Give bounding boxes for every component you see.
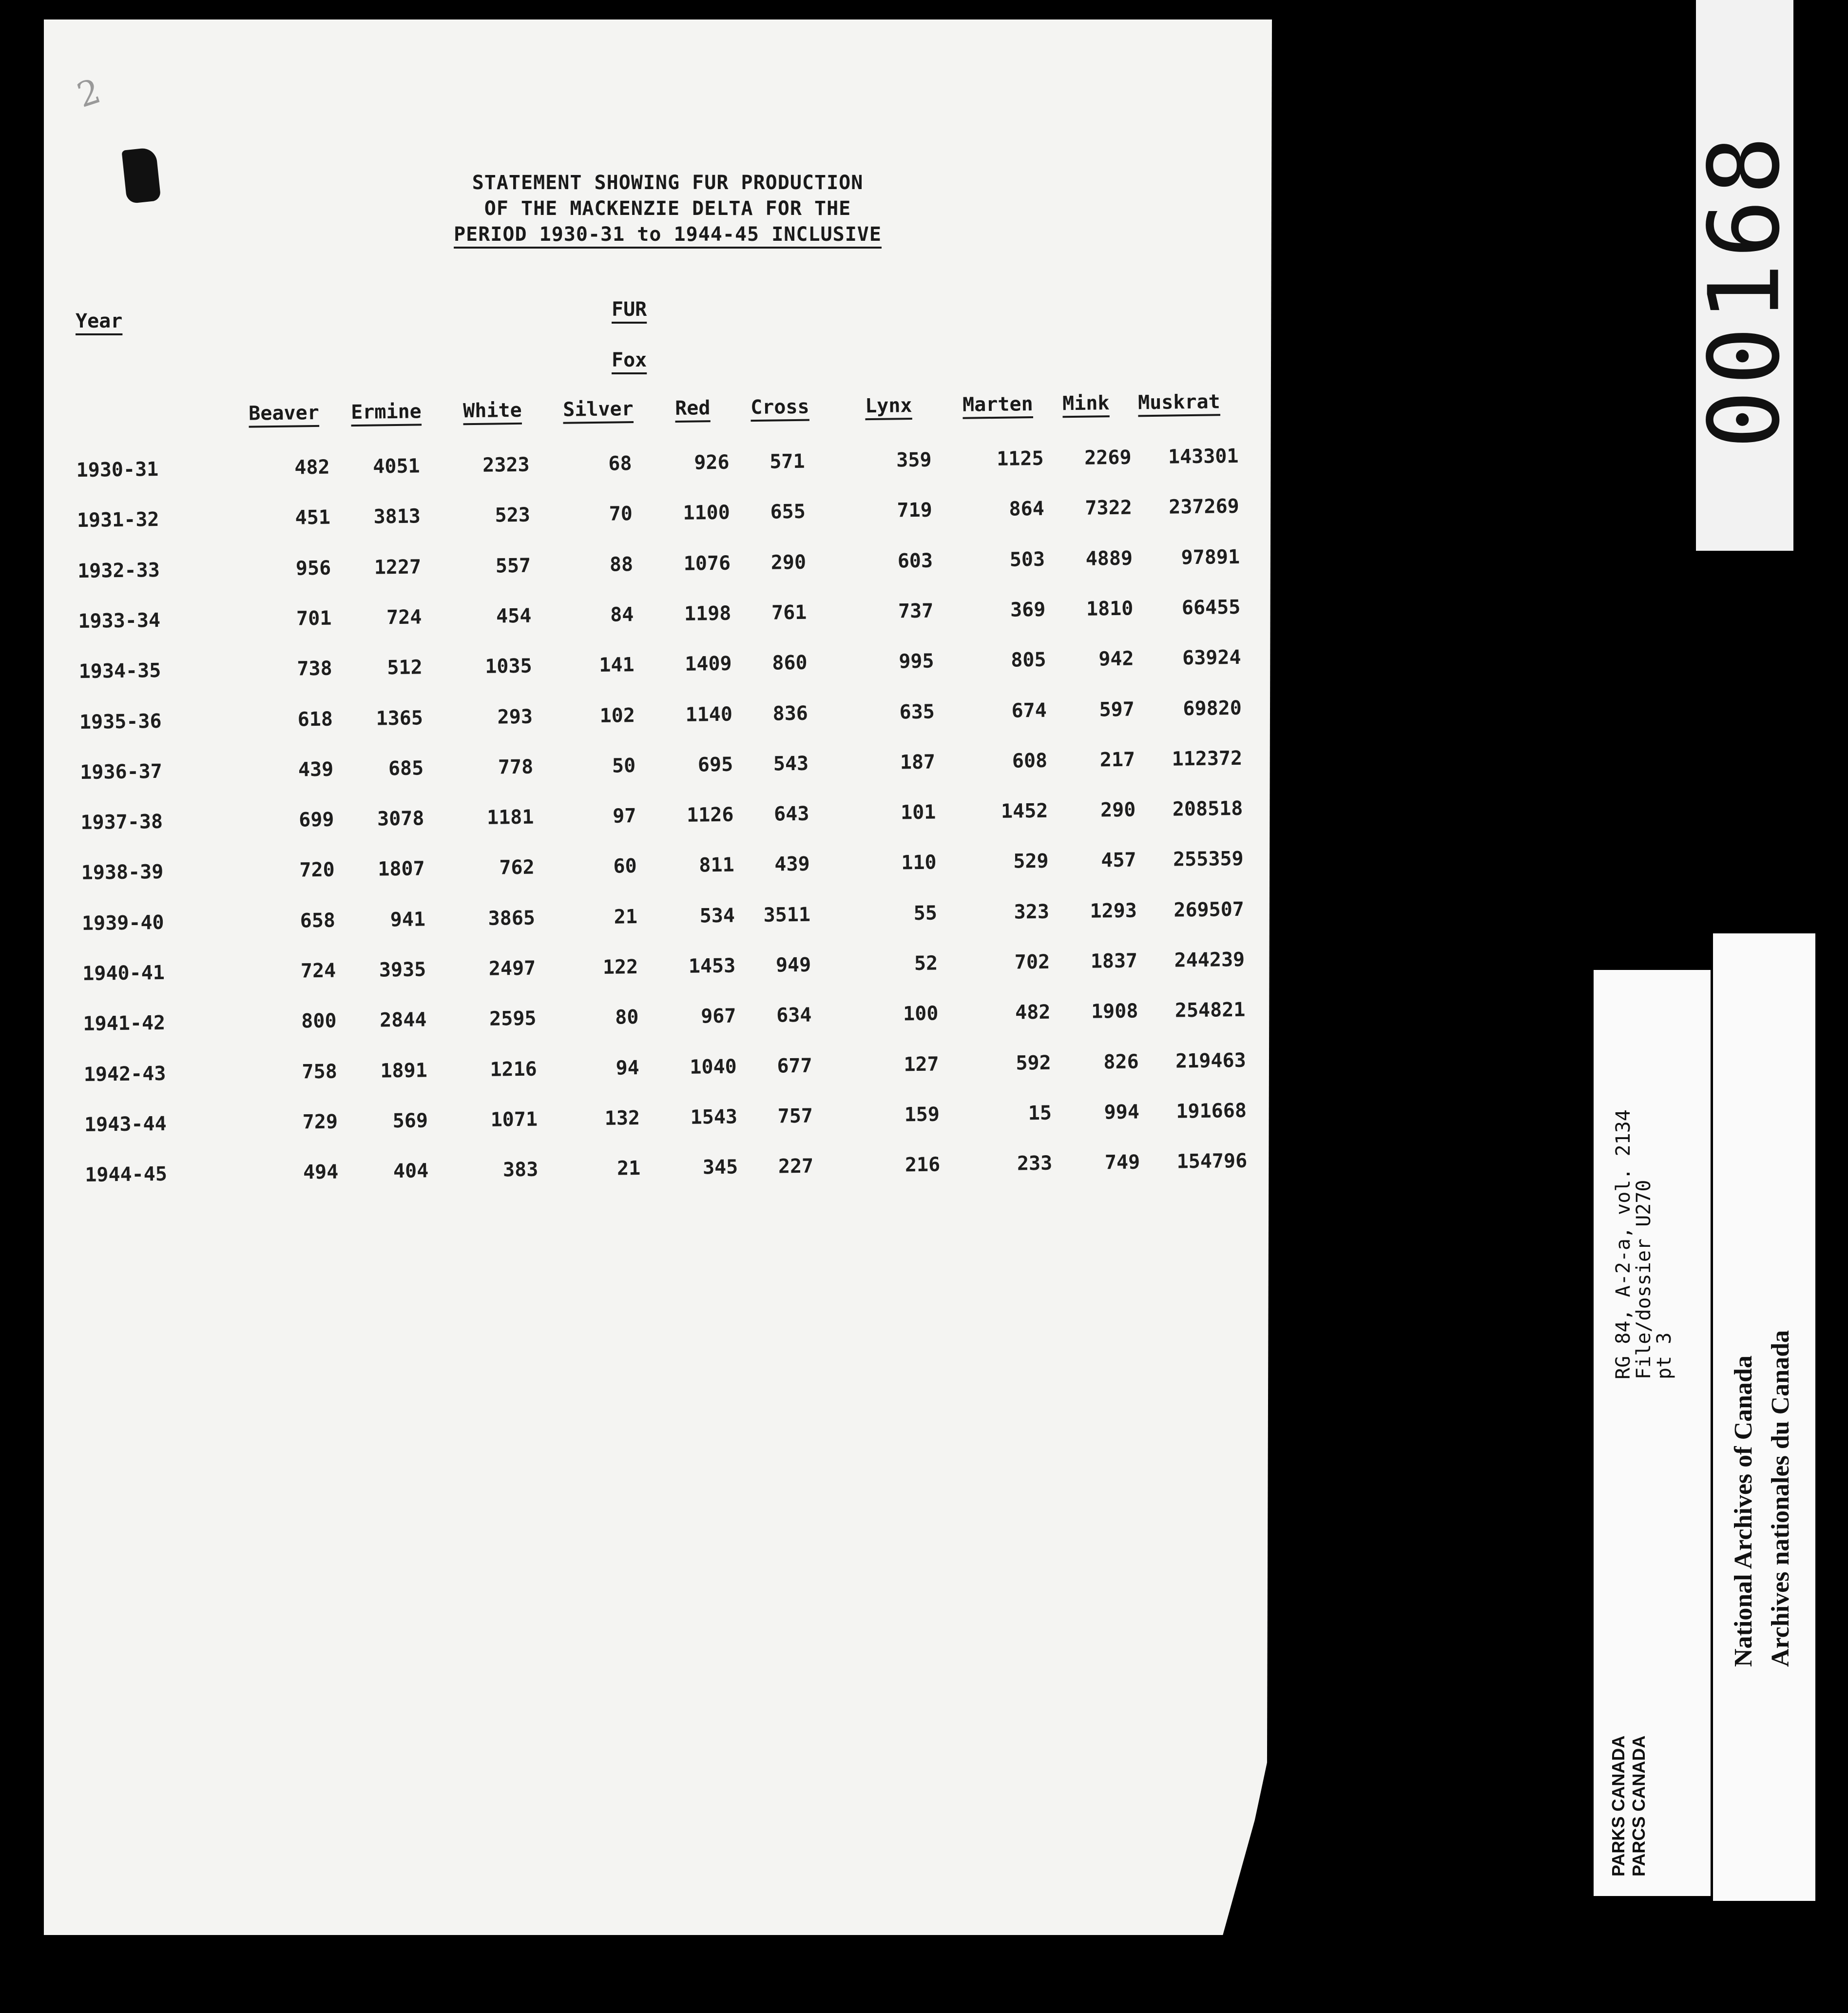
cell-ermine: 1365 [376,707,424,730]
row-year: 1934-35 [78,659,161,683]
cell-red: 534 [699,904,735,928]
cell-silver: 60 [613,855,637,878]
cell-marten: 15 [1028,1102,1052,1125]
row-year: 1940-41 [82,961,165,985]
cell-marten: 323 [1014,900,1050,924]
cell-marten: 1452 [1001,799,1048,823]
cell-muskrat: 254821 [1174,998,1246,1022]
cell-cross: 860 [772,651,808,675]
cell-beaver: 699 [298,808,334,832]
cell-beaver: 658 [300,909,336,932]
cell-white: 762 [499,856,535,879]
cell-marten: 529 [1013,850,1049,873]
cell-ermine: 3078 [377,807,424,831]
cell-cross: 677 [777,1054,812,1078]
cell-mink: 457 [1101,849,1136,872]
cell-beaver: 451 [295,506,331,529]
cell-silver: 97 [612,805,636,828]
cell-red: 695 [697,753,733,776]
row-year: 1930-31 [76,458,159,482]
cell-lynx: 187 [900,751,936,774]
cell-ermine: 724 [386,606,422,629]
cell-muskrat: 244239 [1174,948,1245,972]
cell-cross: 439 [774,852,810,876]
cell-lynx: 55 [913,902,938,925]
title-line-3: PERIOD 1930-31 to 1944-45 INCLUSIVE [454,223,882,246]
cell-lynx: 100 [903,1002,939,1026]
title-line-1: STATEMENT SHOWING FUR PRODUCTION [472,172,864,194]
cell-cross: 836 [772,702,808,725]
cell-red: 1100 [683,501,731,524]
cell-ermine: 569 [392,1109,428,1133]
cell-mink: 942 [1098,647,1134,671]
column-header-red: Red [674,397,711,420]
row-year: 1935-36 [79,710,162,734]
cell-ermine: 512 [387,656,423,679]
cell-muskrat: 219463 [1175,1049,1246,1073]
cell-cross: 949 [775,953,811,977]
fox-header: Fox [612,349,647,371]
cell-white: 2595 [489,1007,537,1030]
cell-marten: 674 [1011,699,1047,722]
cell-mink: 290 [1100,798,1136,822]
cell-white: 2323 [482,453,530,477]
cell-beaver: 439 [298,758,334,781]
cell-ermine: 3813 [373,505,421,528]
cell-lynx: 737 [898,600,934,623]
year-header: Year [76,310,123,332]
cell-mink: 826 [1103,1050,1139,1074]
cell-cross: 757 [777,1104,813,1128]
cell-silver: 88 [609,553,634,576]
cell-cross: 761 [771,601,807,624]
cell-lynx: 110 [901,851,937,874]
cell-mink: 994 [1104,1101,1140,1124]
cell-silver: 102 [599,704,635,727]
cell-beaver: 618 [297,708,333,731]
cell-ermine: 941 [390,908,426,931]
cell-silver: 70 [609,503,633,525]
cell-mink: 217 [1099,748,1136,772]
cell-ermine: 1227 [374,556,422,579]
cell-red: 1140 [685,703,733,726]
parks-canada-text: PARKS CANADA PARCS CANADA [1608,1735,1649,1877]
cell-lynx: 127 [904,1053,939,1076]
cell-mink: 597 [1099,698,1135,721]
cell-white: 454 [496,604,532,628]
row-year: 1942-43 [83,1062,166,1086]
cell-white: 1216 [490,1058,538,1081]
row-year: 1943-44 [84,1112,167,1136]
cell-cross: 3511 [763,903,811,927]
column-header-mink: Mink [1062,392,1110,415]
cell-red: 1453 [688,954,736,978]
cell-lynx: 995 [899,650,934,673]
cell-silver: 141 [599,654,635,677]
cell-mink: 1810 [1086,597,1134,620]
cell-ermine: 1807 [378,857,425,881]
archive-reference-text: RG 84, A-2-a, vol. 2134 File/dossier U270 pt 3 [1612,1109,1675,1379]
cell-silver: 50 [612,755,636,777]
column-header-beaver: Beaver [248,401,320,425]
cell-white: 3865 [488,907,536,930]
column-header-ermine: Ermine [350,400,422,424]
cell-beaver: 701 [296,607,332,630]
cell-red: 1040 [690,1055,737,1079]
cell-beaver: 494 [303,1161,339,1184]
cell-red: 1409 [684,652,732,676]
cell-ermine: 4051 [372,455,420,478]
cell-beaver: 729 [302,1110,338,1134]
pencil-note: 2 [72,71,106,116]
column-header-white: White [462,399,522,423]
cell-cross: 655 [770,500,806,523]
cell-red: 1076 [683,552,731,575]
cell-mink: 1837 [1090,949,1138,973]
row-year: 1937-38 [80,810,163,834]
cell-red: 967 [700,1005,736,1028]
cell-ermine: 1891 [380,1059,428,1083]
row-year: 1933-34 [78,609,161,633]
cell-marten: 592 [1016,1051,1051,1075]
row-year: 1941-42 [83,1011,166,1035]
cell-muskrat: 255359 [1173,847,1244,871]
cell-muskrat: 63924 [1182,646,1241,670]
national-archives-text: National Archives of Canada Archives nationales du Canada [1730,1330,1794,1667]
cell-marten: 805 [1011,648,1046,672]
row-year: 1932-33 [77,559,160,582]
cell-marten: 369 [1010,598,1046,621]
cell-lynx: 603 [897,549,933,573]
cell-red: 1126 [686,803,734,827]
cell-beaver: 720 [299,858,335,882]
cell-lynx: 635 [899,700,935,724]
cell-lynx: 159 [904,1103,940,1126]
title-line-2: OF THE MACKENZIE DELTA FOR THE [484,197,851,220]
cell-muskrat: 208518 [1172,797,1243,821]
cell-muskrat: 112372 [1172,747,1243,771]
fur-header: FUR [612,298,647,321]
column-header-marten: Marten [962,392,1033,416]
cell-silver: 94 [616,1056,639,1080]
cell-white: 778 [498,755,534,779]
row-year: 1936-37 [79,760,163,784]
cell-red: 1198 [684,602,732,625]
cell-mink: 1293 [1090,899,1137,923]
cell-white: 1181 [486,806,534,829]
cell-cross: 634 [776,1004,812,1027]
cell-muskrat: 66455 [1181,596,1241,619]
cell-silver: 132 [604,1106,640,1130]
cell-red: 926 [694,451,730,474]
cell-cross: 571 [770,450,805,473]
cell-silver: 21 [614,905,638,929]
cell-ermine: 685 [388,757,424,780]
cell-ermine: 404 [393,1160,429,1183]
cell-marten: 482 [1015,1001,1051,1024]
cell-lynx: 216 [905,1153,941,1177]
column-header-cross: Cross [750,395,809,419]
cell-white: 2497 [488,957,536,980]
row-year: 1944-45 [85,1162,168,1186]
film-number: 00168 [1688,131,1802,449]
cell-ermine: 3935 [379,958,426,982]
cell-marten: 1125 [996,447,1044,470]
row-year: 1931-32 [77,508,159,532]
cell-white: 1035 [485,655,532,678]
cell-muskrat: 237269 [1168,495,1240,519]
cell-marten: 608 [1012,749,1048,773]
cell-red: 345 [702,1156,738,1179]
column-header-silver: Silver [562,398,634,421]
cell-lynx: 359 [896,448,932,472]
cell-marten: 503 [1009,548,1045,571]
cell-muskrat: 269507 [1174,898,1245,922]
cell-silver: 122 [602,955,638,979]
cell-muskrat: 143301 [1168,445,1239,468]
cell-lynx: 52 [914,952,938,975]
cell-muskrat: 191668 [1176,1099,1247,1123]
cell-mink: 4889 [1085,547,1133,570]
cell-red: 811 [699,853,734,877]
cell-silver: 21 [616,1157,641,1180]
row-year: 1939-40 [81,911,164,935]
cell-white: 293 [497,705,533,729]
cell-beaver: 724 [300,959,336,983]
cell-cross: 643 [773,802,809,826]
cell-white: 523 [495,503,531,527]
cell-marten: 864 [1009,497,1045,521]
cell-white: 383 [502,1158,539,1181]
cell-muskrat: 154796 [1176,1149,1248,1173]
cell-silver: 84 [610,603,634,626]
cell-white: 557 [495,554,531,578]
cell-marten: 233 [1017,1152,1053,1175]
cell-beaver: 738 [297,657,332,680]
cell-white: 1071 [490,1108,538,1131]
cell-muskrat: 97891 [1181,545,1240,569]
cell-cross: 227 [778,1155,814,1178]
cell-cross: 543 [773,752,809,775]
column-header-muskrat: Muskrat [1137,390,1220,414]
cell-mink: 7322 [1085,496,1133,520]
cell-red: 1543 [690,1105,738,1129]
cell-cross: 290 [770,551,807,574]
row-year: 1938-39 [81,860,164,884]
cell-mink: 749 [1104,1151,1140,1174]
column-header-lynx: Lynx [865,394,912,418]
cell-silver: 68 [608,452,632,475]
cell-mink: 2269 [1084,446,1132,469]
cell-lynx: 719 [897,499,933,522]
cell-beaver: 758 [302,1060,338,1084]
cell-muskrat: 69820 [1183,697,1242,720]
cell-beaver: 956 [295,557,331,580]
cell-lynx: 101 [900,801,936,824]
cell-beaver: 482 [294,456,330,479]
cell-mink: 1908 [1091,1000,1138,1023]
cell-marten: 702 [1014,950,1050,974]
cell-ermine: 2844 [379,1008,427,1032]
cell-silver: 80 [615,1006,639,1029]
cell-beaver: 800 [301,1009,337,1033]
